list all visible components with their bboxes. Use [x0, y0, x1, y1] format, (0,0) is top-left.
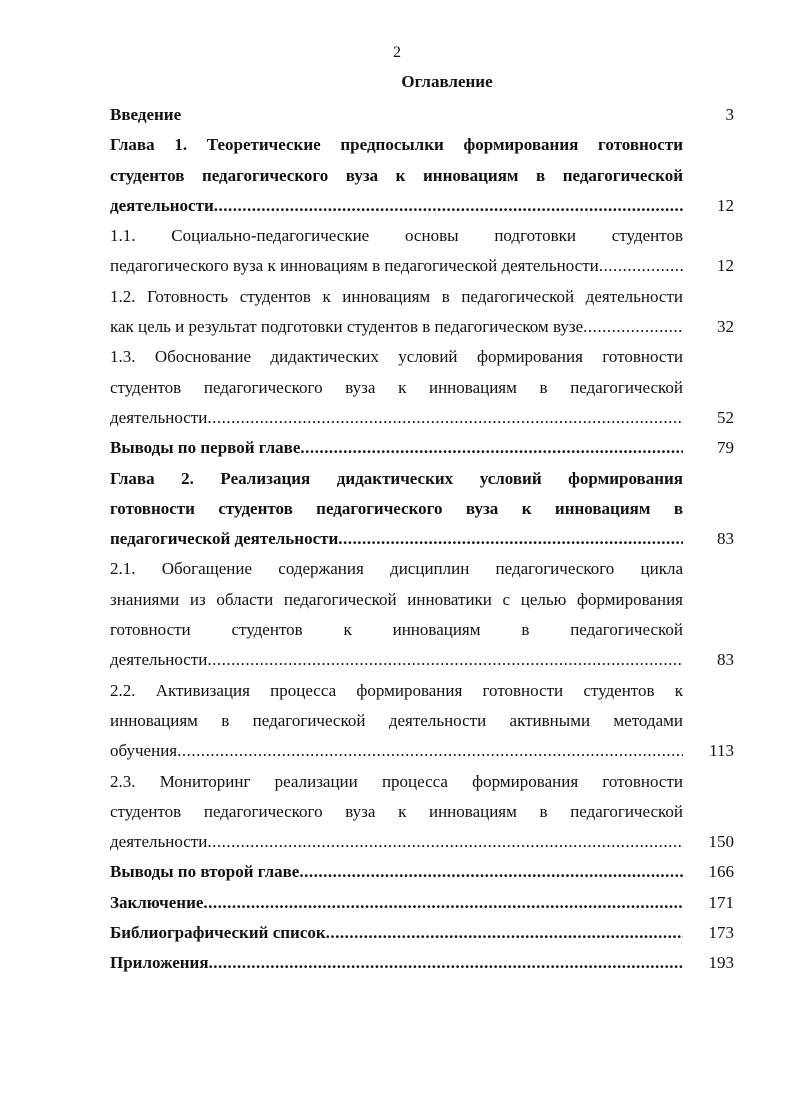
toc-page-number: 83	[717, 650, 734, 670]
toc-page-number: 150	[708, 832, 734, 852]
toc-entry-text: деятельности	[110, 650, 208, 670]
toc-entry-text: готовности студентов педагогического вуза к инновациям в	[110, 498, 683, 518]
toc-page-number: 12	[717, 256, 734, 276]
toc-entry-text: Введение	[110, 105, 182, 124]
toc-entry-text: 1.3. Обоснование дидактических условий формирования готовности	[110, 347, 683, 367]
toc-entry[interactable]	[110, 342, 734, 433]
toc-page-number: 166	[708, 862, 734, 882]
toc-entry-text: Выводы по второй главе	[110, 862, 300, 882]
toc-page-number: 83	[717, 529, 734, 549]
toc-page-number: 32	[717, 317, 734, 337]
dot-leader	[177, 736, 683, 766]
toc-entry-text: студентов педагогического вуза к инновациям в педагогической	[110, 801, 683, 821]
dot-leader	[299, 857, 683, 887]
toc-entry[interactable]	[110, 282, 734, 343]
toc-entry-text: деятельности	[110, 832, 208, 852]
toc-entry-text: студентов педагогического вуза к инновациям в педагогической	[110, 165, 683, 185]
toc-entry-text: 1.2. Готовность студентов к инновациям в педагогической деятельности	[110, 286, 683, 306]
toc-entry-text: педагогического вуза к инновациям в педагогической деятельности	[110, 256, 599, 276]
toc-page-number: 3	[725, 105, 734, 124]
toc-page-number: 52	[717, 407, 734, 427]
toc-page-number: 173	[708, 923, 734, 943]
toc-title: Оглавление	[401, 72, 493, 91]
toc-entry-text: Глава 2. Реализация дидактических условий формирования	[110, 468, 683, 488]
toc-entry-text: педагогической деятельности	[110, 529, 339, 549]
dot-leader	[338, 524, 683, 554]
dot-leader	[207, 403, 683, 433]
toc-entry-text: 2.2. Активизация процесса формирования готовности студентов к	[110, 680, 683, 700]
toc-page-number: 113	[709, 741, 734, 761]
toc-entry-text: знаниями из области педагогической инноватики с целью формирования	[110, 589, 683, 609]
toc-entry[interactable]	[110, 676, 734, 767]
toc-entry[interactable]	[110, 130, 734, 221]
page-number: 2	[393, 44, 401, 61]
toc-entry[interactable]	[110, 948, 734, 978]
toc-entry[interactable]	[110, 767, 734, 858]
toc-entry-text: 2.3. Мониторинг реализации процесса формирования готовности	[110, 771, 683, 791]
toc-entry-text: Заключение	[110, 892, 204, 912]
dot-leader	[207, 645, 683, 675]
toc-entry-text: Глава 1. Теоретические предпосылки формирования готовности	[110, 135, 683, 155]
toc-entry[interactable]	[110, 221, 734, 282]
table-of-contents	[110, 100, 734, 979]
toc-entry[interactable]	[110, 464, 734, 555]
toc-entry-text: 1.1. Социально-педагогические основы подготовки студентов	[110, 226, 683, 246]
dot-leader	[209, 948, 683, 978]
dot-leader	[214, 191, 683, 221]
toc-entry[interactable]	[110, 888, 734, 918]
toc-page-number: 12	[717, 195, 734, 215]
toc-entry-text: как цель и результат подготовки студентов в педагогическом вузе	[110, 317, 584, 337]
dot-leader	[583, 312, 683, 342]
toc-entry-text: студентов педагогического вуза к инновациям в педагогической	[110, 377, 683, 397]
toc-entry[interactable]	[110, 554, 734, 675]
toc-entry-text: деятельности	[110, 195, 214, 215]
dot-leader	[599, 251, 683, 281]
toc-entry[interactable]	[110, 100, 734, 130]
toc-page-number: 171	[708, 892, 734, 912]
toc-page-number: 79	[717, 438, 734, 458]
dot-leader	[300, 433, 683, 463]
dot-leader	[207, 827, 683, 857]
toc-page-number: 193	[708, 953, 734, 973]
toc-entry-text: обучения	[110, 741, 178, 761]
toc-entry-text: Выводы по первой главе	[110, 438, 301, 458]
toc-entry-text: 2.1. Обогащение содержания дисциплин педагогического цикла	[110, 559, 683, 579]
toc-entry-text: готовности студентов к инновациям в педагогической	[110, 620, 683, 640]
dot-leader	[326, 918, 683, 948]
toc-entry-text: Приложения	[110, 953, 209, 973]
toc-entry-text: деятельности	[110, 407, 208, 427]
toc-entry-text: Библиографический список	[110, 923, 326, 943]
toc-entry[interactable]	[110, 857, 734, 887]
toc-entry[interactable]	[110, 433, 734, 463]
toc-entry[interactable]	[110, 918, 734, 948]
dot-leader	[203, 888, 683, 918]
toc-entry-text: инновациям в педагогической деятельности активными методами	[110, 710, 683, 730]
